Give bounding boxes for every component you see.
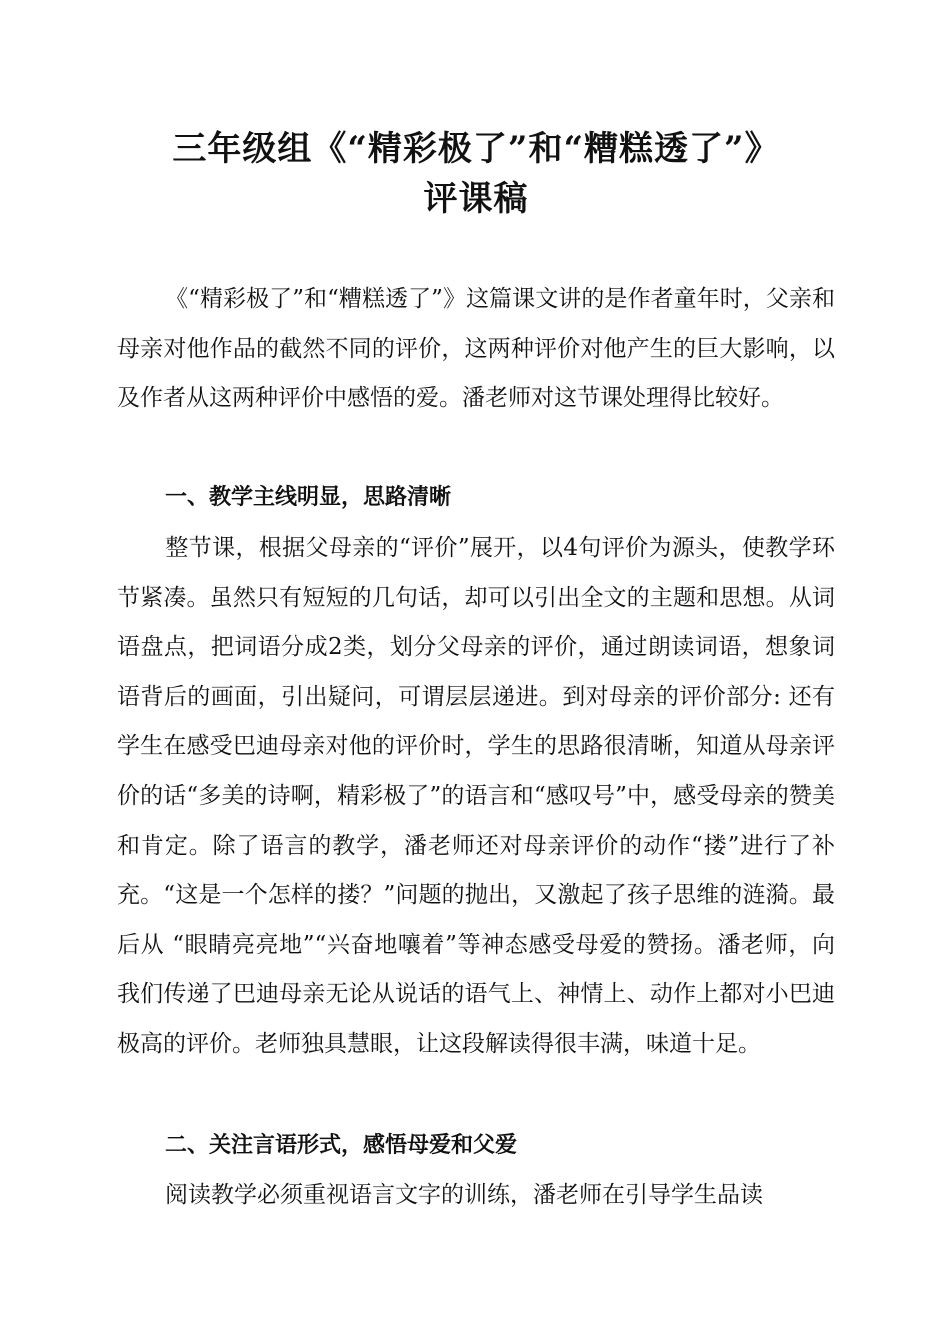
section-heading-1: 一、教学主线明显，思路清晰 <box>165 485 452 510</box>
paragraph-section-2-text: 阅读教学必须重视语言文字的训练，潘老师在引导学生品读 <box>165 1182 763 1208</box>
paragraph-section-1 <box>117 524 835 1070</box>
document-title-line1: 三年级组《“精彩极了”和“糟糕透了”》 <box>172 129 780 169</box>
document-title-line2: 评课稿 <box>423 179 529 219</box>
paragraph-intro <box>117 275 835 424</box>
paragraph-section-2 <box>117 1171 835 1221</box>
paragraph-section-1-text: 整节课，根据父母亲的“评价”展开，以4句评价为源头，使教学环节紧凑。虽然只有短短的几句话，却可以引出全文的主题和思想。从词语盘点，把词语分成2类，划分父母亲的评价，通过朗读词语，想象词语背后的画面，引出疑问，可谓层层递进。到对母亲的评价部分: 还有学生在感受巴迪母亲对他的评价时，学生的思路很清晰，知道从母亲评价的话“多美的诗啊，精彩极了”的语言和“感叹号”中，感受母亲的赞美和肯定。除了语言的教学，潘老师还对母亲评价的动作“搂”进行了补充。“这是一个怎样的搂？”问题的抛出，又激起了孩子思维的涟漪。最后从 “眼睛亮亮地”“兴奋地嚷着”等神态感受母爱的赞扬。潘老师，向我们传递了巴迪母亲无论从说话的语气上、神情上、动作上都对小巴迪极高的评价。老师独具慧眼，让这段解读得很丰满，味道十足。 <box>117 535 835 1057</box>
paragraph-intro-text: 《“精彩极了”和“糟糕透了”》这篇课文讲的是作者童年时，父亲和母亲对他作品的截然不同的评价，这两种评价对他产生的巨大影响，以及作者从这两种评价中感悟的爱。潘老师对这节课处理得比较好。 <box>117 286 835 412</box>
section-heading-2: 二、关注言语形式，感悟母爱和父爱 <box>165 1133 518 1158</box>
